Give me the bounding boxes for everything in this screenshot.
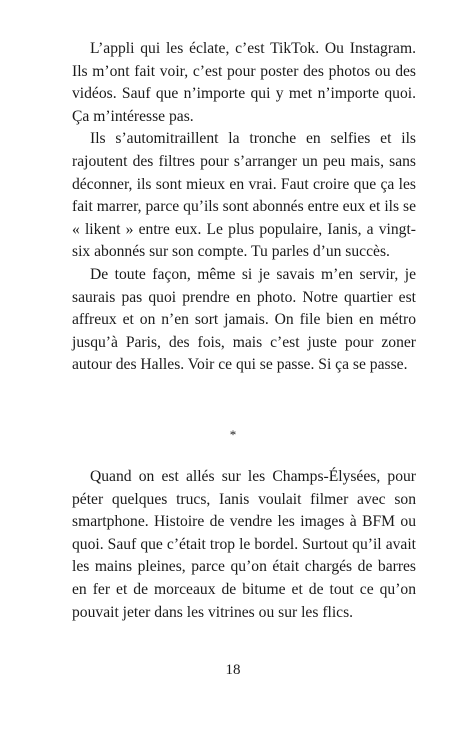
paragraph: Quand on est allés sur les Champs-Élysées, pour péter quelques trucs, Ianis voulait filmer avec son smartphone. Histoire de vendre les images à BFM ou quoi. Sauf que c’était trop le bordel. Surtout qu’il avait les mains pleines, parce qu’on était chargés de barres en fer et de morceaux de bitume et de tout ce qu’on pouvait jeter dans les vitrines ou sur les flics.	[72, 468, 416, 621]
paragraph: De toute façon, même si je savais m’en servir, je saurais pas quoi prendre en photo. Notre quartier est affreux et on n’en sort jamais. On file bien en métro jusqu’à Paris, des fois, mais c’est juste pour zoner autour des Halles. Voir ce qui se passe. Si ça se passe.	[72, 265, 416, 374]
section-one	[72, 38, 416, 377]
section-two	[72, 466, 416, 624]
paragraph: Ils s’automitraillent la tronche en selfies et ils rajoutent des filtres pour s’arranger un peu mais, sans déconner, ils sont mieux en vrai. Faut croire que ça les fait marrer, parce qu’ils sont abonnés entre eux et ils se « likent » entre eux. Le plus populaire, Ianis, a vingt-six abonnés sur son compte. Tu parles d’un succès.	[72, 130, 416, 261]
paragraph: L’appli qui les éclate, c’est TikTok. Ou Instagram. Ils m’ont fait voir, c’est pour poster des photos ou des vidéos. Sauf que n’importe qui y met n’importe quoi. Ça m’intéresse pas.	[72, 40, 416, 125]
page-number: 18	[225, 662, 241, 678]
section-separator: *	[229, 427, 237, 442]
